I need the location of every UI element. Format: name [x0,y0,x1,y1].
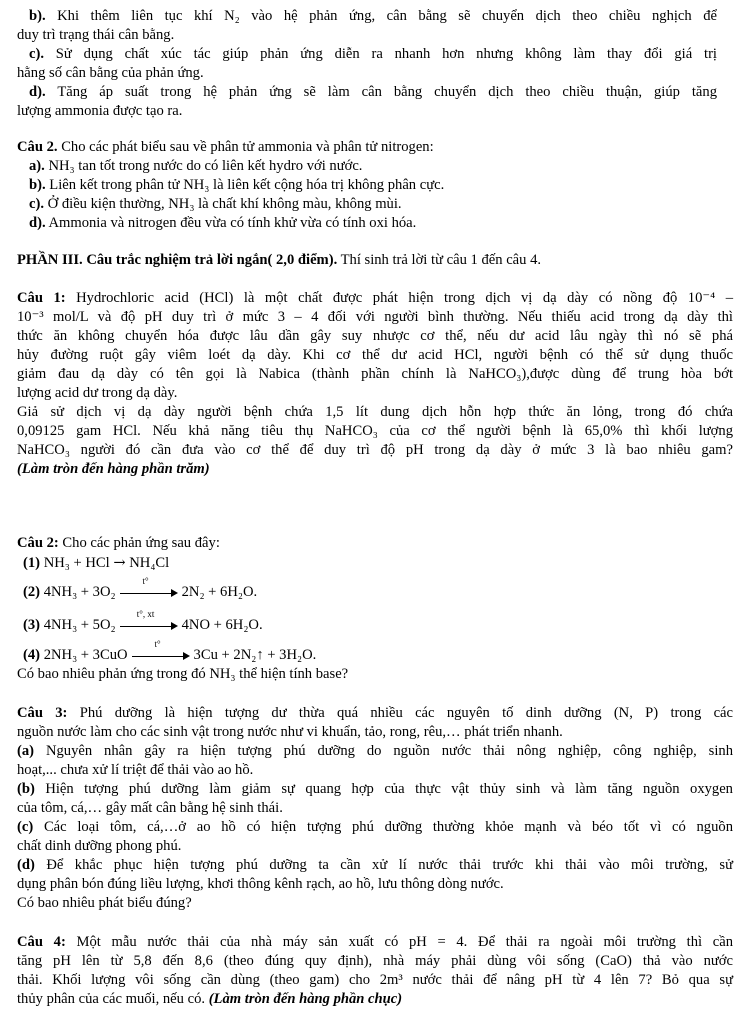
reaction-4: (4) 2NH₃ + 3CuO t° 3Cu + 2N₂↑ + 3H₂O. [23,638,317,663]
q3-label: Câu 3: [17,705,68,721]
statement-d-label: d). [29,84,46,100]
statement-d-line2: lượng ammonia được tạo ra. [17,103,183,119]
q3-statement-b-line1: (b) Hiện tượng phú dưỡng làm giảm sự quang hợp của thực vật thủy sinh và làm tăng nguồn oxygen [17,781,733,797]
q3-statement-a-line2: hoạt,... chưa xử lí triệt để thải vào ao hồ. [17,762,254,778]
statement-b-line1: b). Khi thêm liên tục khí N₂ vào hệ phản ứng, cân bằng sẽ chuyển dịch theo chiều nghịch để [29,8,717,24]
q4-line4: thủy phân của các muối, nếu có. (Làm tròn đến hàng phần chục) [17,991,403,1007]
q1-line3: thức ăn không chuyển hóa được lâu dần gây suy nhược cơ thể, nếu dư acid lâu ngày thì nó sẽ phá [17,328,733,344]
reaction-2: (2) 4NH₃ + 3O₂ t° 2N₂ + 6H₂O. [23,575,258,600]
q1-line9: NaHCO₃ người đó cần đưa vào cơ thể để duy trì độ pH trong dạ dày ở mức 3 là bao nhiêu gam? [17,442,733,458]
q3-statement-c-line2: chất dinh dưỡng phong phú. [17,838,182,854]
q3-line1: Câu 3: Phú dưỡng là hiện tượng dư thừa quá nhiều các nguyên tố dinh dưỡng (N, P) trong các [17,705,733,721]
reaction-arrow: t° [132,649,190,663]
q3-statement-d-line1: (d) Để khắc phục hiện tượng phú dưỡng ta cần xử lí nước thải trước khi thải vào môi trường, sử [17,857,733,873]
q2-statement-a: a). NH₃ tan tốt trong nước do có liên kết hydro với nước. [29,158,363,174]
statement-d-line1: d). Tăng áp suất trong hệ phản ứng sẽ làm cân bằng chuyển dịch theo chiều thuận, giúp tăng [29,84,717,100]
q1-line7: Giả sử dịch vị dạ dày người bệnh chứa 1,5 lít dung dịch hỗn hợp thức ăn lỏng, trong đó chứa [17,404,733,420]
q1-line4: hủy đường ruột gây viêm loét dạ dày. Khi cơ thể dư acid HCl, người bệnh có thể sử dụng thuốc [17,347,733,363]
q4-line1: Câu 4: Một mẫu nước thải của nhà máy sản xuất có pH = 4. Để thải ra ngoài môi trường thì cần [17,934,734,950]
q2-statement-b: b). Liên kết trong phân tử NH₃ là liên kết cộng hóa trị không phân cực. [29,177,445,193]
q2-statement-c: c). Ở điều kiện thường, NH₃ là chất khí không màu, không mùi. [29,196,402,212]
q1-note: (Làm tròn đến hàng phần trăm) [17,461,210,477]
statement-c-label: c). [29,46,44,62]
q2-label: Câu 2: [17,535,59,551]
q3-question: Có bao nhiêu phát biểu đúng? [17,895,192,911]
q3-statement-d-line2: dụng phân bón đúng liều lượng, khơi thông kênh rạch, ao hồ, lưu thông dòng nước. [17,876,504,892]
q3-line2: nguồn nước làm cho các sinh vật trong nước như vi khuẩn, tảo, rong, rêu,… phát triển nhanh. [17,724,563,740]
reaction-3: (3) 4NH₃ + 5O₂ t°, xt 4NO + 6H₂O. [23,608,263,633]
statement-b-label: b). [29,8,46,24]
part3-heading: PHẦN III. Câu trắc nghiệm trả lời ngắn( 2,0 điểm). Thí sinh trả lời từ câu 1 đến câu 4. [17,252,542,268]
q1-line6: lượng acid dư trong dạ dày. [17,385,178,401]
q3-statement-b-line2: của tôm, cá,… gây mất cân bằng hệ sinh thái. [17,800,283,816]
q3-statement-a-line1: (a) Nguyên nhân gây ra hiện tượng phú dưỡng do nguồn nước thải nông nghiệp, công nghiệp, sinh [17,743,733,759]
q4-line3: thải. Khối lượng vôi sống cần dùng (theo gam) cho 2m³ nước thải để nâng pH từ 4 lên 7? Bỏ qua sự [17,972,733,988]
question-2-stem: Câu 2. Cho các phát biểu sau về phân tử ammonia và phân tử nitrogen: [17,139,434,155]
q1-line8: 0,09125 gam HCl. Nếu khả năng tiêu thụ NaHCO₃ của cơ thể người bệnh là 65,0% thì khối lượng [17,423,733,439]
q2-question: Có bao nhiêu phản ứng trong đó NH₃ thể hiện tính base? [17,666,349,682]
statement-c-line2: hằng số cân bằng của phản ứng. [17,65,204,81]
q4-note: (Làm tròn đến hàng phần chục) [208,991,403,1007]
reaction-arrow: → [113,554,126,571]
question-2-label: Câu 2. [17,139,58,155]
reaction-arrow: t°, xt [120,619,178,633]
statement-c-line1: c). Sử dụng chất xúc tác giúp phản ứng diễn ra nhanh hơn nhưng không làm thay đổi giá trị [29,46,717,62]
q4-line2: tăng pH lên từ 5,8 đến 8,6 (theo đúng quy định), nhà máy phải dùng vôi sống (CaO) thả vào nước [17,953,733,969]
q2-statement-d: d). Ammonia và nitrogen đều vừa có tính khử vừa có tính oxi hóa. [29,215,417,231]
q1-line1: Câu 1: Hydrochloric acid (HCl) là một chất được phát hiện trong dịch vị dạ dày có nồng độ 10⁻⁴ – [17,290,733,306]
q3-statement-c-line1: (c) Các loại tôm, cá,…ở ao hồ có hiện tượng phú dưỡng thường khỏe mạnh và béo tốt vì có nguồn [17,819,733,835]
q1-line2: 10⁻³ mol/L và độ pH duy trì ở mức 3 – 4 đối với người bình thường. Nếu thiếu acid trong dạ dày thì [17,309,733,325]
statement-b-line2: duy trì trạng thái cân bằng. [17,27,175,43]
reaction-arrow: t° [120,586,178,600]
q1-label: Câu 1: [17,290,66,306]
reaction-1: (1) NH₃ + HCl → NH₄Cl [23,554,170,571]
q1-line5: giảm đau dạ dày có tên gọi là Nabica (thành phần chính là NaHCO₃),được dùng để trung hòa bớt [17,366,733,382]
q2-stem: Câu 2: Cho các phản ứng sau đây: [17,535,220,551]
q4-label: Câu 4: [17,934,66,950]
